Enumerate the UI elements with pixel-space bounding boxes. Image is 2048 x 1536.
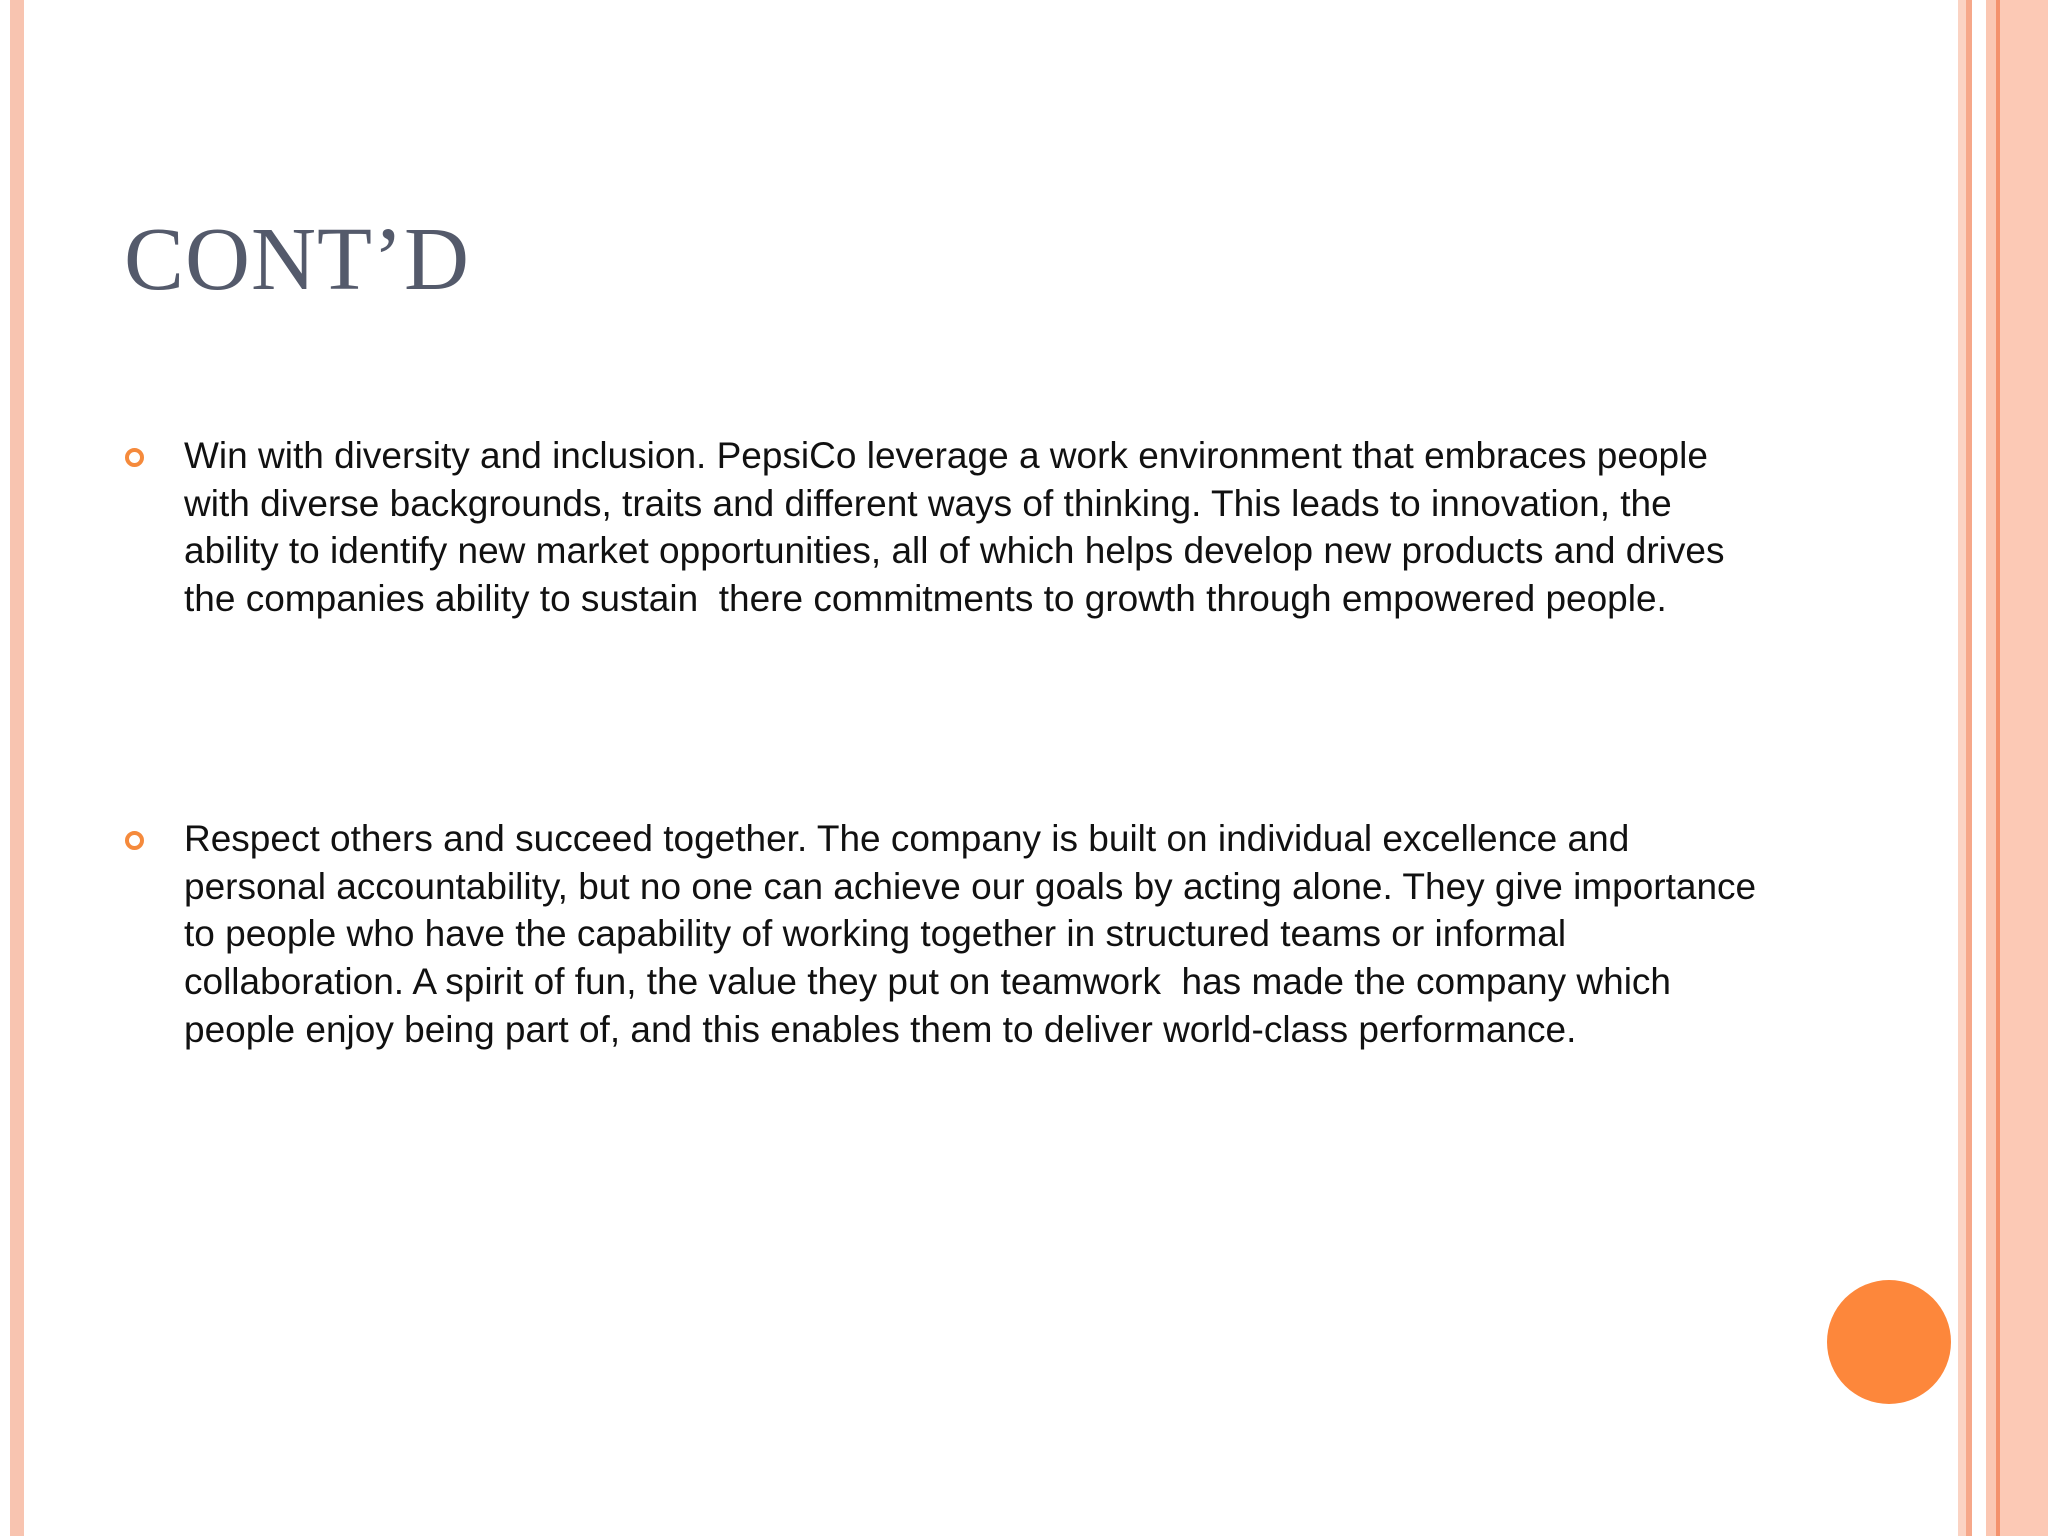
- decorative-orange-circle: [1827, 1280, 1951, 1404]
- left-border-stripe: [10, 0, 24, 1536]
- right-border-stripe: [1986, 0, 1996, 1536]
- slide-title: CONT’D: [124, 210, 470, 309]
- hollow-circle-icon: [125, 831, 144, 850]
- right-border-stripe: [1958, 0, 1966, 1536]
- bullet-item: [124, 815, 1767, 1054]
- bullet-list: [124, 432, 1767, 1053]
- bullet-item: [124, 432, 1764, 623]
- right-border-stripe: [2000, 0, 2048, 1536]
- right-border-gap: [1972, 0, 1986, 1536]
- hollow-circle-icon: [125, 448, 144, 467]
- bullet-text: Win with diversity and inclusion. PepsiCo leverage a work environment that embraces people with diverse backgrounds, traits and different ways of thinking. This leads to innovation, the ability to identify new market opportunities, all of which helps develop new products and drives the companies ability to sustain there commitments to growth through empowered people.: [184, 435, 1735, 620]
- bullet-text: Respect others and succeed together. The company is built on individual excellence and personal accountability, but no one can achieve our goals by acting alone. They give importance to people who have the capability of working together in structured teams or informal collaboration. A spirit of fun, the value they put on teamwork has made the company which people enjoy being part of, and this enables them to deliver world-class performance.: [184, 817, 1767, 1050]
